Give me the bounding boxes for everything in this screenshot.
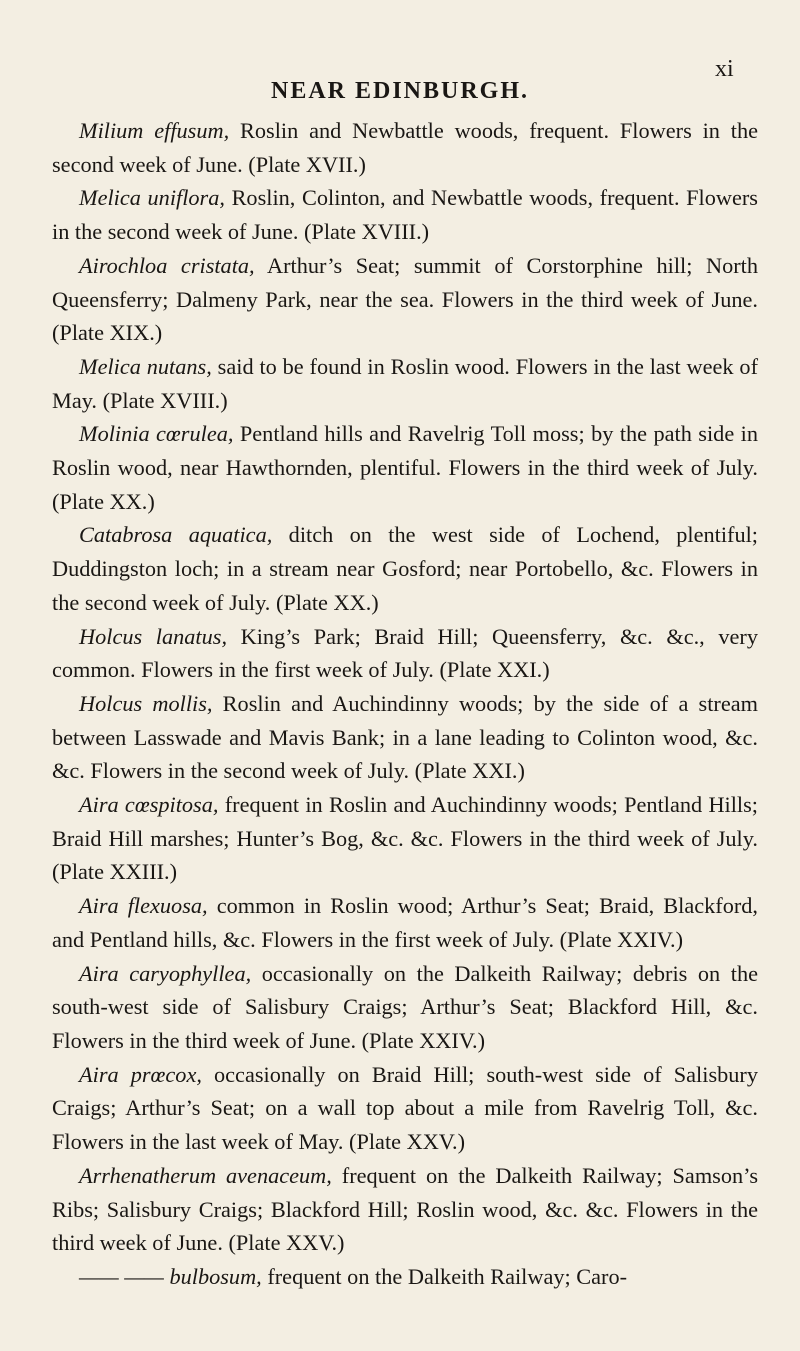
species-entry (52, 249, 758, 350)
running-title: NEAR EDINBURGH. (270, 78, 530, 104)
species-description: ditch on the west side of Lochend, plentiful; Duddingston loch; in a stream near Gosford; near Portobello, &c. Flowers in the second week of July. (Plate XX.) (52, 522, 758, 615)
species-description: Roslin, Colinton, and Newbattle woods, frequent. Flowers in the second week of June. (Plate XVIII.) (52, 185, 758, 245)
species-name: Aira flexuosa, (79, 893, 208, 919)
species-entry (52, 957, 758, 1058)
species-entry (52, 1159, 758, 1260)
species-entry (52, 1260, 758, 1294)
species-name: Aira caryophyllea, (79, 960, 252, 986)
species-description: frequent on the Dalkeith Railway; Samson’s Ribs; Salisbury Craigs; Blackford Hill; Roslin wood, &c. &c. Flowers in the third week of June. (Plate XXV.) (52, 1162, 759, 1256)
species-list (52, 114, 758, 1294)
species-name: Holcus lanatus, (79, 623, 228, 649)
species-entry (52, 350, 758, 417)
species-entry (52, 687, 758, 788)
species-description: Roslin and Auchindinny woods; by the side of a stream between Lasswade and Mavis Bank; in a lane leading to Colinton wood, &c. &c. Flowers in the second week of July. (Plate XXI.) (52, 690, 758, 784)
species-description: said to be found in Roslin wood. Flowers in the last week of May. (Plate XVIII.) (52, 353, 758, 413)
species-description: frequent in Roslin and Auchindinny woods; Pentland Hills; Braid Hill marshes; Hunter’s Bog, &c. &c. Flowers in the third week of July. (Plate XXIII.) (52, 792, 759, 885)
species-name: Airochloa cristata, (79, 252, 255, 278)
species-description: occasionally on the Dalkeith Railway; debris on the south-west side of Salisbury Craigs; Arthur’s Seat; Blackford Hill, &c. Flowers in the third week of June. (Plate XXIV.) (52, 960, 759, 1053)
page-number: xi (715, 56, 734, 82)
species-name: Melica nutans, (79, 353, 212, 379)
species-name: Molinia cœrulea, (79, 421, 234, 447)
species-name: Aira cœspitosa, (79, 792, 219, 818)
species-name: Holcus mollis, (79, 690, 213, 716)
species-description: Arthur’s Seat; summit of Corstorphine hill; North Queensferry; Dalmeny Park, near the sea. Flowers in the third week of June. (Plate XIX.) (52, 252, 758, 346)
species-description: Pentland hills and Ravelrig Toll moss; by the path side in Roslin wood, near Hawthornden, plentiful. Flowers in the third week of July. (Plate XX.) (52, 421, 758, 514)
species-name: Milium effusum, (79, 118, 230, 143)
species-entry (52, 1058, 758, 1159)
species-entry (52, 181, 758, 248)
species-entry (52, 620, 758, 687)
species-entry (52, 788, 758, 889)
species-name: Aira prœcox, (79, 1061, 202, 1087)
species-entry (52, 889, 758, 956)
species-description: occasionally on Braid Hill; south-west side of Salisbury Craigs; Arthur’s Seat; on a wall top about a mile from Ravelrig Toll, &c. Flowers in the last week of May. (Plate XXV.) (52, 1061, 758, 1155)
species-description: frequent on the Dalkeith Railway; Caro- (261, 1263, 628, 1289)
species-description: Roslin and Newbattle woods, frequent. Flowers in the second week of June. (Plate XVII.) (52, 118, 759, 177)
species-name: —— —— bulbosum, (79, 1263, 262, 1289)
species-entry (52, 114, 758, 181)
species-description: common in Roslin wood; Arthur’s Seat; Braid, Blackford, and Pentland hills, &c. Flowers in the first week of July. (Plate XXIV.) (52, 893, 758, 952)
species-name: Melica uniflora, (79, 185, 225, 211)
species-entry (52, 417, 758, 518)
species-entry (52, 518, 758, 619)
species-name: Arrhenatherum avenaceum, (79, 1162, 332, 1188)
species-name: Catabrosa aquatica, (79, 522, 273, 548)
species-description: King’s Park; Braid Hill; Queensferry, &c. &c., very common. Flowers in the first week of July. (Plate XXI.) (52, 623, 758, 683)
